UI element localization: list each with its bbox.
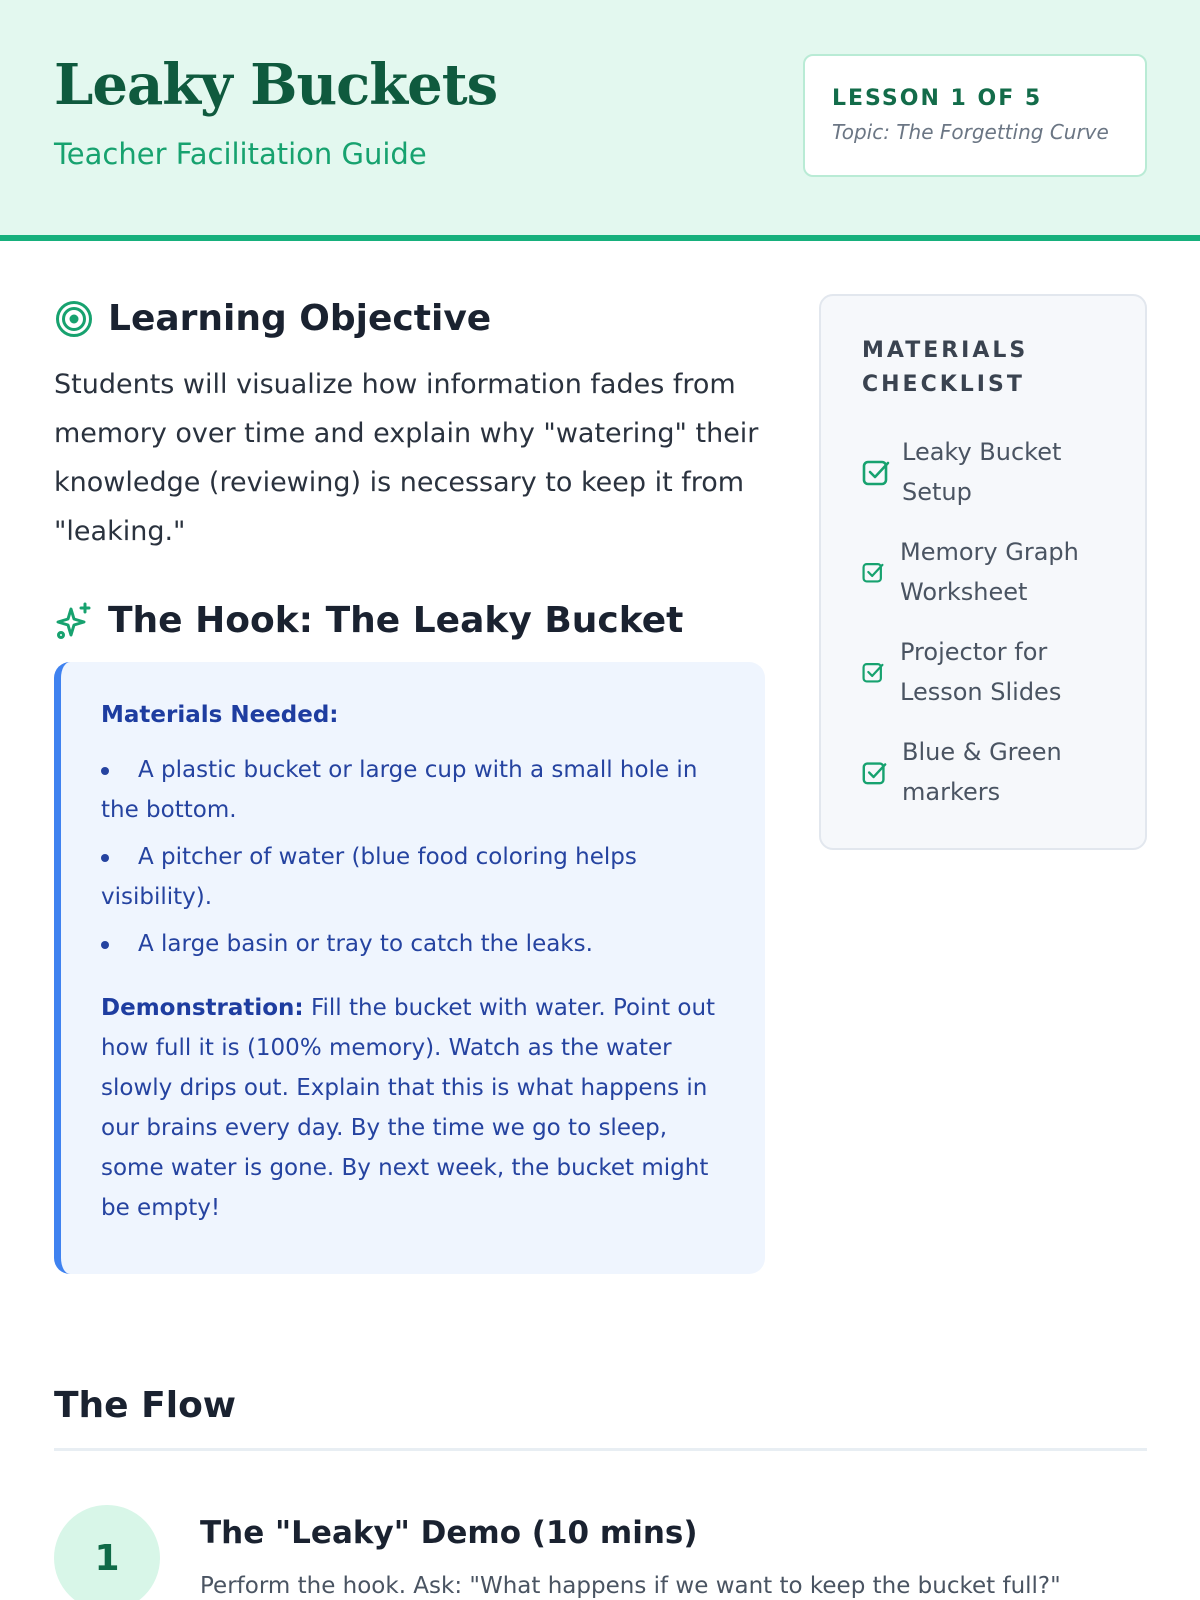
checklist-item[interactable] <box>862 732 1102 812</box>
page-subtitle: Teacher Facilitation Guide <box>54 137 427 171</box>
page-title: Leaky Buckets <box>54 52 498 118</box>
sparkles-icon <box>54 601 94 641</box>
lesson-number: LESSON 1 OF 5 <box>832 86 1043 111</box>
demonstration-text <box>101 988 733 1228</box>
checklist-title: MATERIALS CHECKLIST <box>862 338 1029 397</box>
objective-heading: Learning Objective <box>108 298 492 339</box>
page-header <box>0 0 1200 241</box>
checkbox-checked-icon[interactable] <box>862 561 884 583</box>
hook-heading: The Hook: The Leaky Bucket <box>108 600 684 641</box>
hook-callout <box>54 662 765 1274</box>
demonstration-body: Fill the bucket with water. Point out how full it is (100% memory). Watch as the water slowly drips out. Explain that this is what happens in our brains every day. By the time we go to sleep, some water is gone. By next week, the bucket might be empty! <box>101 995 716 1221</box>
materials-checklist <box>819 294 1147 850</box>
bullet <box>101 767 109 775</box>
flow-heading: The Flow <box>54 1385 237 1426</box>
objective-heading-row <box>54 298 491 339</box>
checkbox-checked-icon[interactable] <box>862 661 884 683</box>
step-title: The "Leaky" Demo (10 mins) <box>200 1515 698 1551</box>
checklist-item[interactable] <box>862 632 1100 712</box>
step-description: Perform the hook. Ask: "What happens if we want to keep the bucket full?" <box>200 1573 1061 1599</box>
checkbox-checked-icon[interactable] <box>862 458 890 486</box>
materials-needed-title: Materials Needed: <box>101 702 339 728</box>
bullet <box>101 854 109 862</box>
list-item-text: A plastic bucket or large cup with a small hole in the bottom. <box>101 757 698 823</box>
list-item <box>101 924 733 964</box>
list-item <box>101 837 733 917</box>
materials-list <box>101 750 733 964</box>
checkbox-checked-icon[interactable] <box>862 760 887 785</box>
step-number-badge: 1 <box>54 1505 160 1600</box>
objective-text: Students will visualize how information fades from memory over time and explain why "watering" their knowledge (reviewing) is necessary to keep it from "leaking." <box>54 369 759 547</box>
list-item-text: A pitcher of water (blue food coloring helps visibility). <box>101 844 637 910</box>
target-icon <box>54 299 94 339</box>
checklist-item-label: Memory Graph Worksheet <box>900 538 1079 606</box>
list-item <box>101 750 733 830</box>
lesson-info-card <box>803 54 1147 177</box>
checklist-item-label: Projector for Lesson Slides <box>900 638 1062 706</box>
checklist-item-label: Leaky Bucket Setup <box>902 438 1062 506</box>
checklist-item[interactable] <box>862 532 1100 612</box>
demonstration-label: Demonstration: <box>101 995 304 1021</box>
bullet <box>101 941 109 949</box>
checklist-item[interactable] <box>862 432 1102 512</box>
hook-heading-row <box>54 600 683 641</box>
checklist-item-label: Blue & Green markers <box>902 738 1062 806</box>
list-item-text: A large basin or tray to catch the leaks. <box>138 931 593 957</box>
lesson-topic: Topic: The Forgetting Curve <box>832 120 1109 144</box>
divider <box>54 1448 1147 1451</box>
